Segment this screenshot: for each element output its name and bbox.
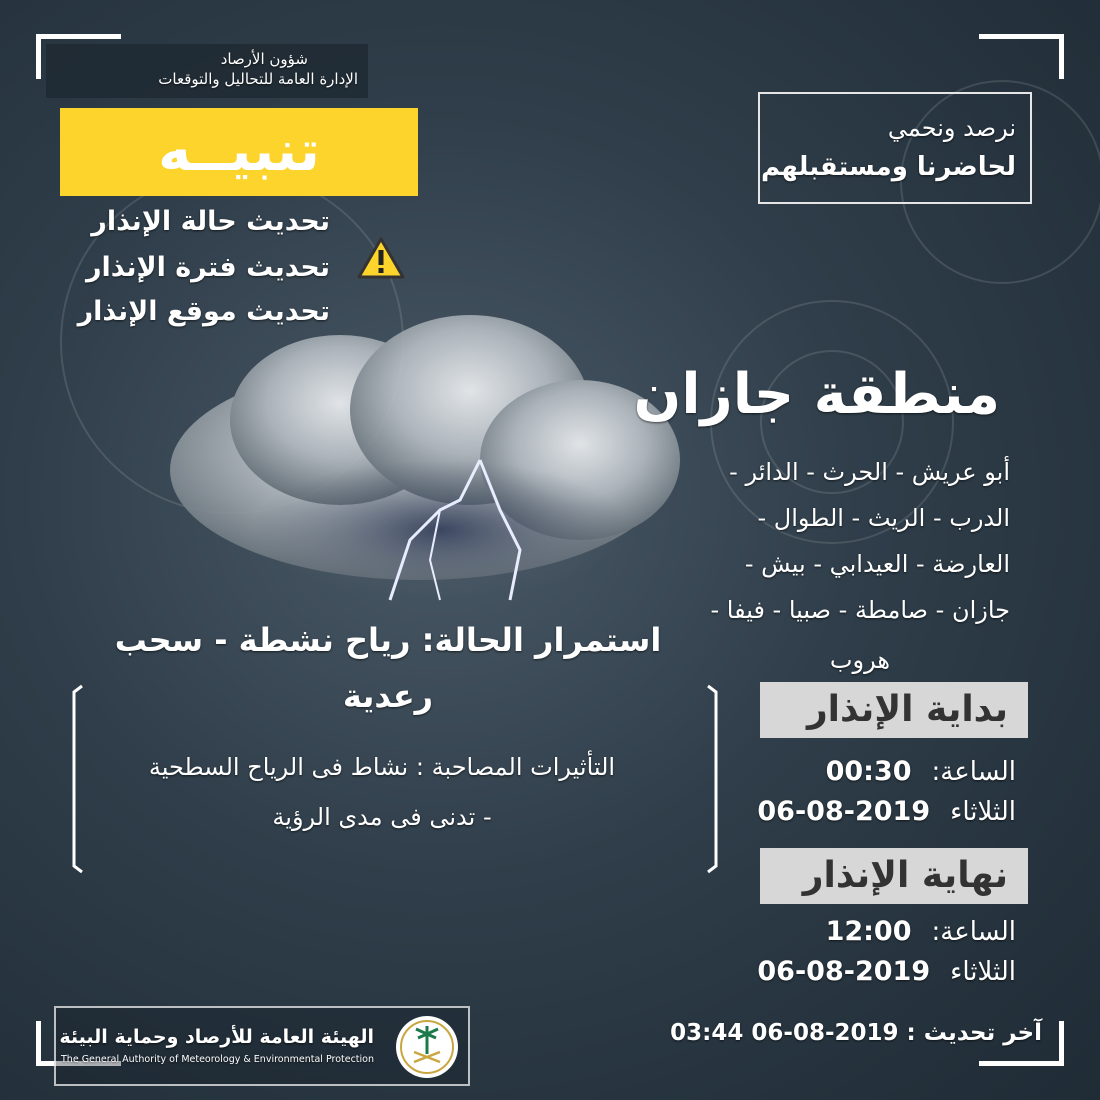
end-time-value: 12:00: [825, 916, 912, 947]
footer-org-english: The General Authority of Meteorology & Environmental Protection: [61, 1054, 374, 1065]
start-label: بداية الإنذار: [760, 682, 1028, 738]
status-headline: [108, 612, 668, 724]
start-time-label: الساعة:: [931, 757, 1016, 787]
last-update: آخر تحديث : 2019-08-06 03:44: [670, 1020, 1042, 1046]
footer-org-arabic: الهيئة العامة للأرصاد وحماية البيئة: [59, 1026, 374, 1048]
status-headline-line-1: استمرار الحالة: رياح نشطة - سحب: [114, 621, 662, 659]
org-line-2: الإدارة العامة للتحاليل والتوقعات: [158, 70, 358, 88]
footer-logo: [54, 1006, 470, 1086]
org-header: [46, 44, 368, 98]
effects-line-1: التأثيرات المصاحبة : نشاط فى الرياح السطحية: [148, 753, 616, 781]
end-label: نهاية الإنذار: [760, 848, 1028, 904]
status-headline-line-2: رعدية: [342, 677, 434, 715]
update-location-line: تحديث موقع الإنذار: [77, 296, 330, 327]
start-time-value: 00:30: [825, 756, 912, 787]
region-title: منطقة جازان: [633, 362, 1000, 427]
update-status-line: تحديث حالة الإنذار: [91, 206, 330, 237]
right-bracket-decoration: [706, 684, 720, 874]
slogan-line-2: لحاضرنا ومستقبلهم: [761, 152, 1016, 182]
corner-bracket: [979, 34, 1064, 79]
slogan-line-1: نرصد ونحمي: [887, 114, 1016, 142]
end-time-label: الساعة:: [931, 917, 1016, 947]
end-time-row: [826, 916, 1016, 947]
start-time-row: [826, 756, 1016, 787]
start-date-row: [757, 796, 1016, 827]
cities-line: هروب: [829, 646, 890, 674]
start-day: الثلاثاء: [950, 797, 1016, 827]
palm-swords-emblem-icon: [396, 1016, 458, 1078]
update-period-line: تحديث فترة الإنذار: [85, 252, 330, 283]
storm-cloud-icon: [140, 300, 700, 640]
left-bracket-decoration: [70, 684, 84, 874]
end-date-value: 2019-08-06: [757, 956, 931, 987]
org-line-1: شؤون الأرصاد: [220, 50, 308, 68]
effects-text: [92, 742, 672, 842]
cities-line: أبو عريش - الحرث - الدائر -: [729, 458, 1010, 486]
cities-line: جازان - صامطة - صبيا - فيفا -: [710, 596, 1010, 624]
start-date-value: 2019-08-06: [757, 796, 931, 827]
warning-icon: [356, 236, 406, 280]
effects-line-2: - تدنى فى مدى الرؤية: [272, 803, 492, 831]
cities-line: العارضة - العيدابي - بيش -: [744, 550, 1010, 578]
alert-banner: تنبيــه: [60, 108, 418, 196]
slogan-box: [758, 92, 1032, 204]
cities-line: الدرب - الريث - الطوال -: [757, 504, 1010, 532]
end-day: الثلاثاء: [950, 957, 1016, 987]
end-date-row: [757, 956, 1016, 987]
